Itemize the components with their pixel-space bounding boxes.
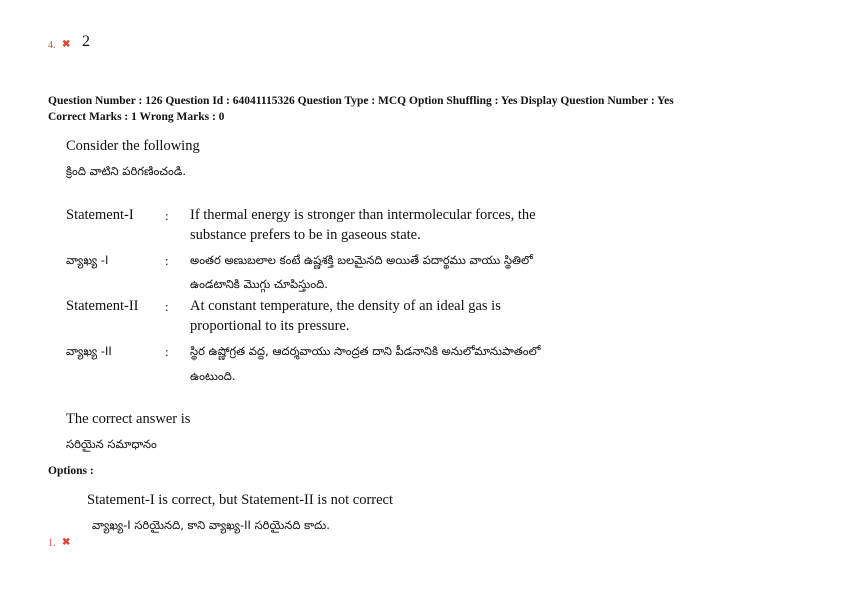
wrong-cross-icon: ✖: [62, 39, 71, 50]
statement-2-text-telugu-cont: ఉంటుంది.: [190, 369, 236, 383]
statement-2-label: Statement-II: [66, 298, 139, 314]
option-1-number: 1.: [48, 538, 56, 549]
statement-2-text-telugu: స్థిర ఉష్ణోగ్రత వద్ద, ఆదర్శవాయు సాంద్రత దాని పీడనానికి అనులోమానుపాతంలో: [190, 344, 541, 358]
option-1-text-telugu[interactable]: వ్యాఖ్య-I సరియైనది, కాని వ్యాఖ్య-II సరియైనది కాదు.: [92, 518, 330, 532]
answer-prompt: The correct answer is: [66, 411, 191, 427]
question-marks: Correct Marks : 1 Wrong Marks : 0: [48, 111, 225, 123]
question-intro: Consider the following: [66, 138, 200, 154]
option-1-text[interactable]: Statement-I is correct, but Statement-II is not correct: [87, 492, 394, 508]
statement-2-text-cont: proportional to its pressure.: [190, 318, 350, 334]
statement-1-colon: :: [165, 208, 169, 223]
prev-option-number: 4.: [48, 40, 56, 51]
statement-1-label-telugu: వ్యాఖ్య -I: [66, 253, 109, 267]
statement-1-text-telugu: అంతర అణుబలాల కంటే ఉష్ణశక్తి బలమైనది అయితే పదార్థము వాయు స్థితిలో: [190, 253, 533, 267]
question-intro-telugu: క్రింది వాటిని పరిగణించండి.: [66, 164, 187, 178]
option-1-wrong-cross-icon: ✖: [62, 537, 71, 548]
statement-1-text-cont: substance prefers to be in gaseous state.: [190, 227, 421, 243]
statement-1-text-telugu-cont: ఉండటానికి మొగ్గు చూపిస్తుంది.: [190, 277, 328, 291]
statement-2-text: At constant temperature, the density of an ideal gas is: [190, 298, 501, 314]
statement-2-label-telugu: వ్యాఖ్య -II: [66, 344, 112, 358]
answer-prompt-telugu: సరియైన సమాధానం: [66, 437, 157, 451]
statement-1-colon-telugu: :: [165, 253, 169, 268]
statement-2-colon: :: [165, 299, 169, 314]
statement-2-colon-telugu: :: [165, 344, 169, 359]
prev-option-value: 2: [82, 33, 90, 50]
statement-1-label: Statement-I: [66, 207, 134, 223]
question-meta: Question Number : 126 Question Id : 64041115326 Question Type : MCQ Option Shuffling : Yes Display Question Number : Yes: [48, 95, 674, 107]
statement-1-text: If thermal energy is stronger than intermolecular forces, the: [190, 207, 536, 223]
options-heading: Options :: [48, 465, 94, 477]
